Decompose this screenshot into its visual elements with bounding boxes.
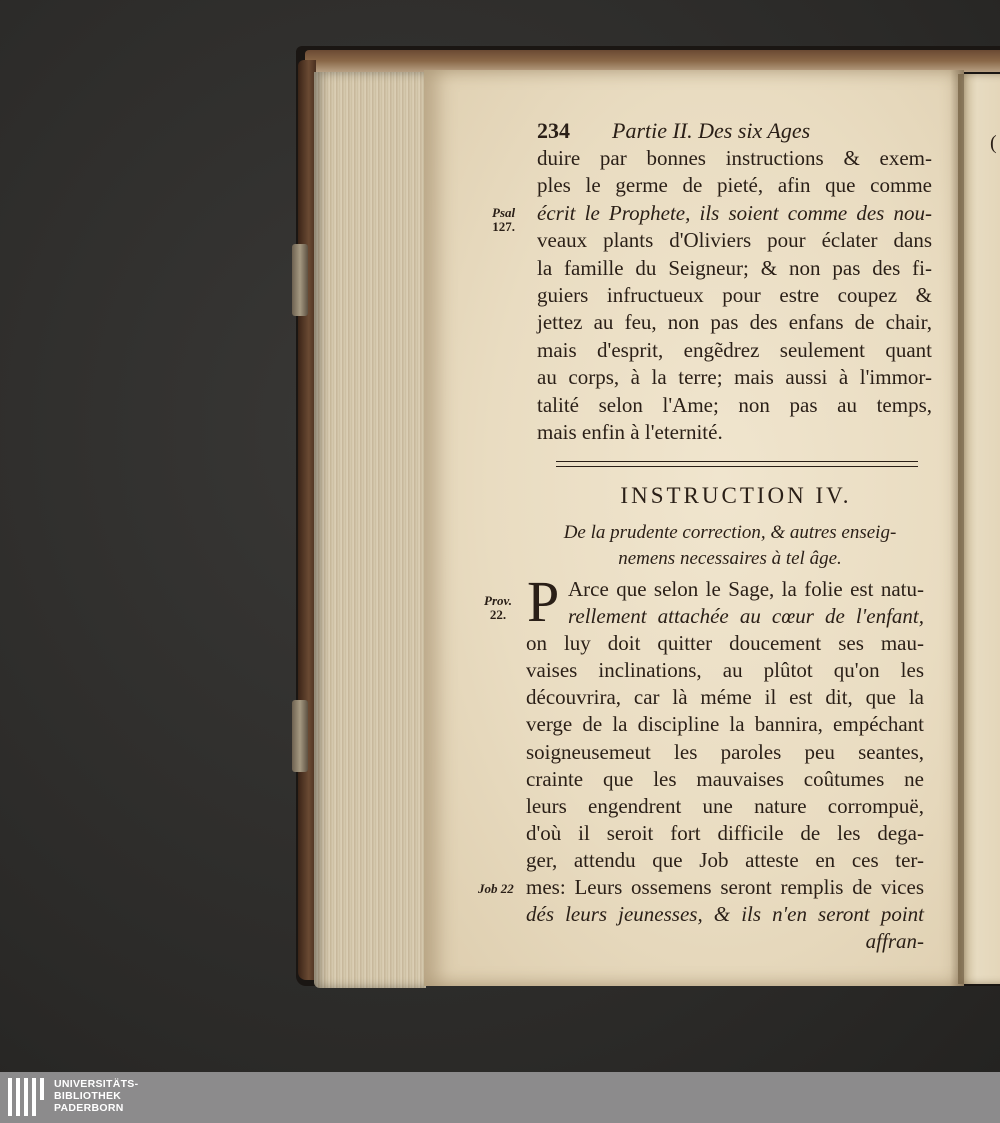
section-title: INSTRUCTION IV.	[620, 483, 852, 508]
section-subtitle	[525, 520, 935, 572]
text-line: rellement attachée au cœur de l'enfant,	[568, 604, 924, 629]
margin-note-psalm	[492, 206, 515, 234]
page-number: 234	[537, 118, 570, 143]
library-name	[54, 1078, 138, 1114]
gutter-shadow	[950, 70, 964, 986]
clasp-icon	[292, 244, 308, 316]
facing-page-edge	[958, 74, 1000, 984]
section-divider	[556, 461, 918, 467]
text-line: guiers infructueux pour estre coupez &	[537, 283, 932, 308]
running-title: Partie II. Des six Ages	[612, 118, 811, 143]
book-top-edge	[305, 50, 1000, 72]
library-name-line: BIBLIOTHEK	[54, 1090, 122, 1102]
text-line: Arce que selon le Sage, la folie est natu-	[568, 577, 924, 601]
text-line: la famille du Seigneur; & non pas des fi-	[537, 255, 932, 280]
library-footer	[0, 1072, 1000, 1123]
clasp-icon	[292, 700, 308, 772]
margin-note-text: Prov.	[484, 593, 513, 608]
margin-note-job: Job 22	[478, 881, 514, 896]
page-stack-edge	[314, 72, 426, 988]
drop-cap: P	[527, 569, 560, 634]
library-name-line: UNIVERSITÄTS-	[54, 1078, 139, 1090]
text-line: dés leurs jeunesses, & ils n'en seront point	[526, 902, 924, 927]
library-logo-icon	[8, 1076, 46, 1118]
facing-page-mark: (	[990, 132, 997, 154]
text-line: leurs engendrent une nature corrompuë,	[526, 793, 924, 818]
margin-note-text: 22.	[489, 607, 507, 622]
text-line: mais enfin à l'eternité.	[537, 420, 723, 445]
text-line: d'où il seroit fort difficile de les dega-	[526, 820, 924, 845]
running-header	[537, 118, 937, 144]
margin-note-text: 127.	[492, 219, 515, 234]
text-line: duire par bonnes instructions & exem-	[537, 146, 932, 170]
library-name-line: PADERBORN	[54, 1102, 124, 1114]
text-line: soigneusemeut les paroles peu seantes,	[526, 739, 924, 764]
paragraph-2	[526, 569, 924, 955]
text-line: mais d'esprit, engẽdrez seulement quant	[537, 337, 932, 362]
text-line: veaux plants d'Oliviers pour éclater dans	[537, 228, 932, 253]
text-line: talité selon l'Ame; non pas au temps,	[537, 392, 932, 417]
catchword: affran-	[865, 929, 924, 954]
subtitle-line: De la prudente correction, & autres enseig-	[563, 522, 897, 543]
margin-note-proverbs	[484, 594, 512, 622]
text-line: ples le germe de pieté, afin que comme	[537, 173, 932, 198]
text-line: écrit le Prophete, ils soient comme des nou-	[537, 200, 932, 225]
text-line: au corps, à la terre; mais aussi à l'immor-	[537, 365, 932, 390]
text-line: vaises inclinations, au plûtot qu'on les	[526, 658, 924, 683]
text-line: jettez au feu, non pas des enfans de chair,	[537, 310, 932, 335]
text-line: verge de la discipline la bannira, empéchant	[526, 712, 924, 737]
text-line: on luy doit quitter doucement ses mau-	[526, 631, 924, 656]
text-line: crainte que les mauvaises coûtumes ne	[526, 766, 924, 791]
text-line: découvrira, car là méme il est dit, que la	[526, 685, 924, 710]
paragraph-1	[537, 145, 932, 446]
subtitle-line: nemens necessaires à tel âge.	[618, 548, 842, 569]
text-line: ger, attendu que Job atteste en ces ter-	[526, 847, 924, 872]
text-line: mes: Leurs ossemens seront remplis de vices	[526, 875, 924, 900]
margin-note-text: Psal	[492, 205, 516, 220]
